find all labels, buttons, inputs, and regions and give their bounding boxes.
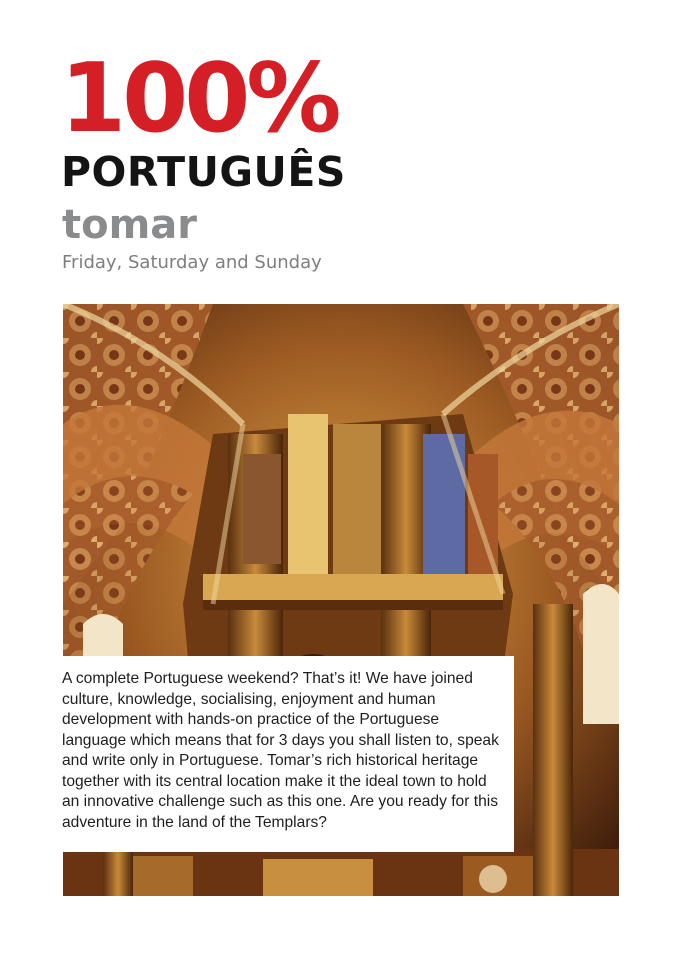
description-panel: [48, 656, 514, 852]
brand-percent: 100%: [60, 44, 338, 154]
location-title: tomar: [62, 202, 197, 248]
brand-language: PORTUGUÊS: [61, 148, 346, 196]
description-text: A complete Portuguese weekend? That’s it! We have joined culture, knowledge, socialising, enjoyment and human development with hands-on practice of the Portuguese language which means that for 3 days you shall listen to, speak and write only in Portuguese. Tomar’s rich historical heritage together with its central location make it the ideal town to hold an innovative challenge such as this one. Are you ready for this adventure in the land of the Templars?: [62, 670, 499, 831]
event-days: Friday, Saturday and Sunday: [62, 252, 322, 273]
